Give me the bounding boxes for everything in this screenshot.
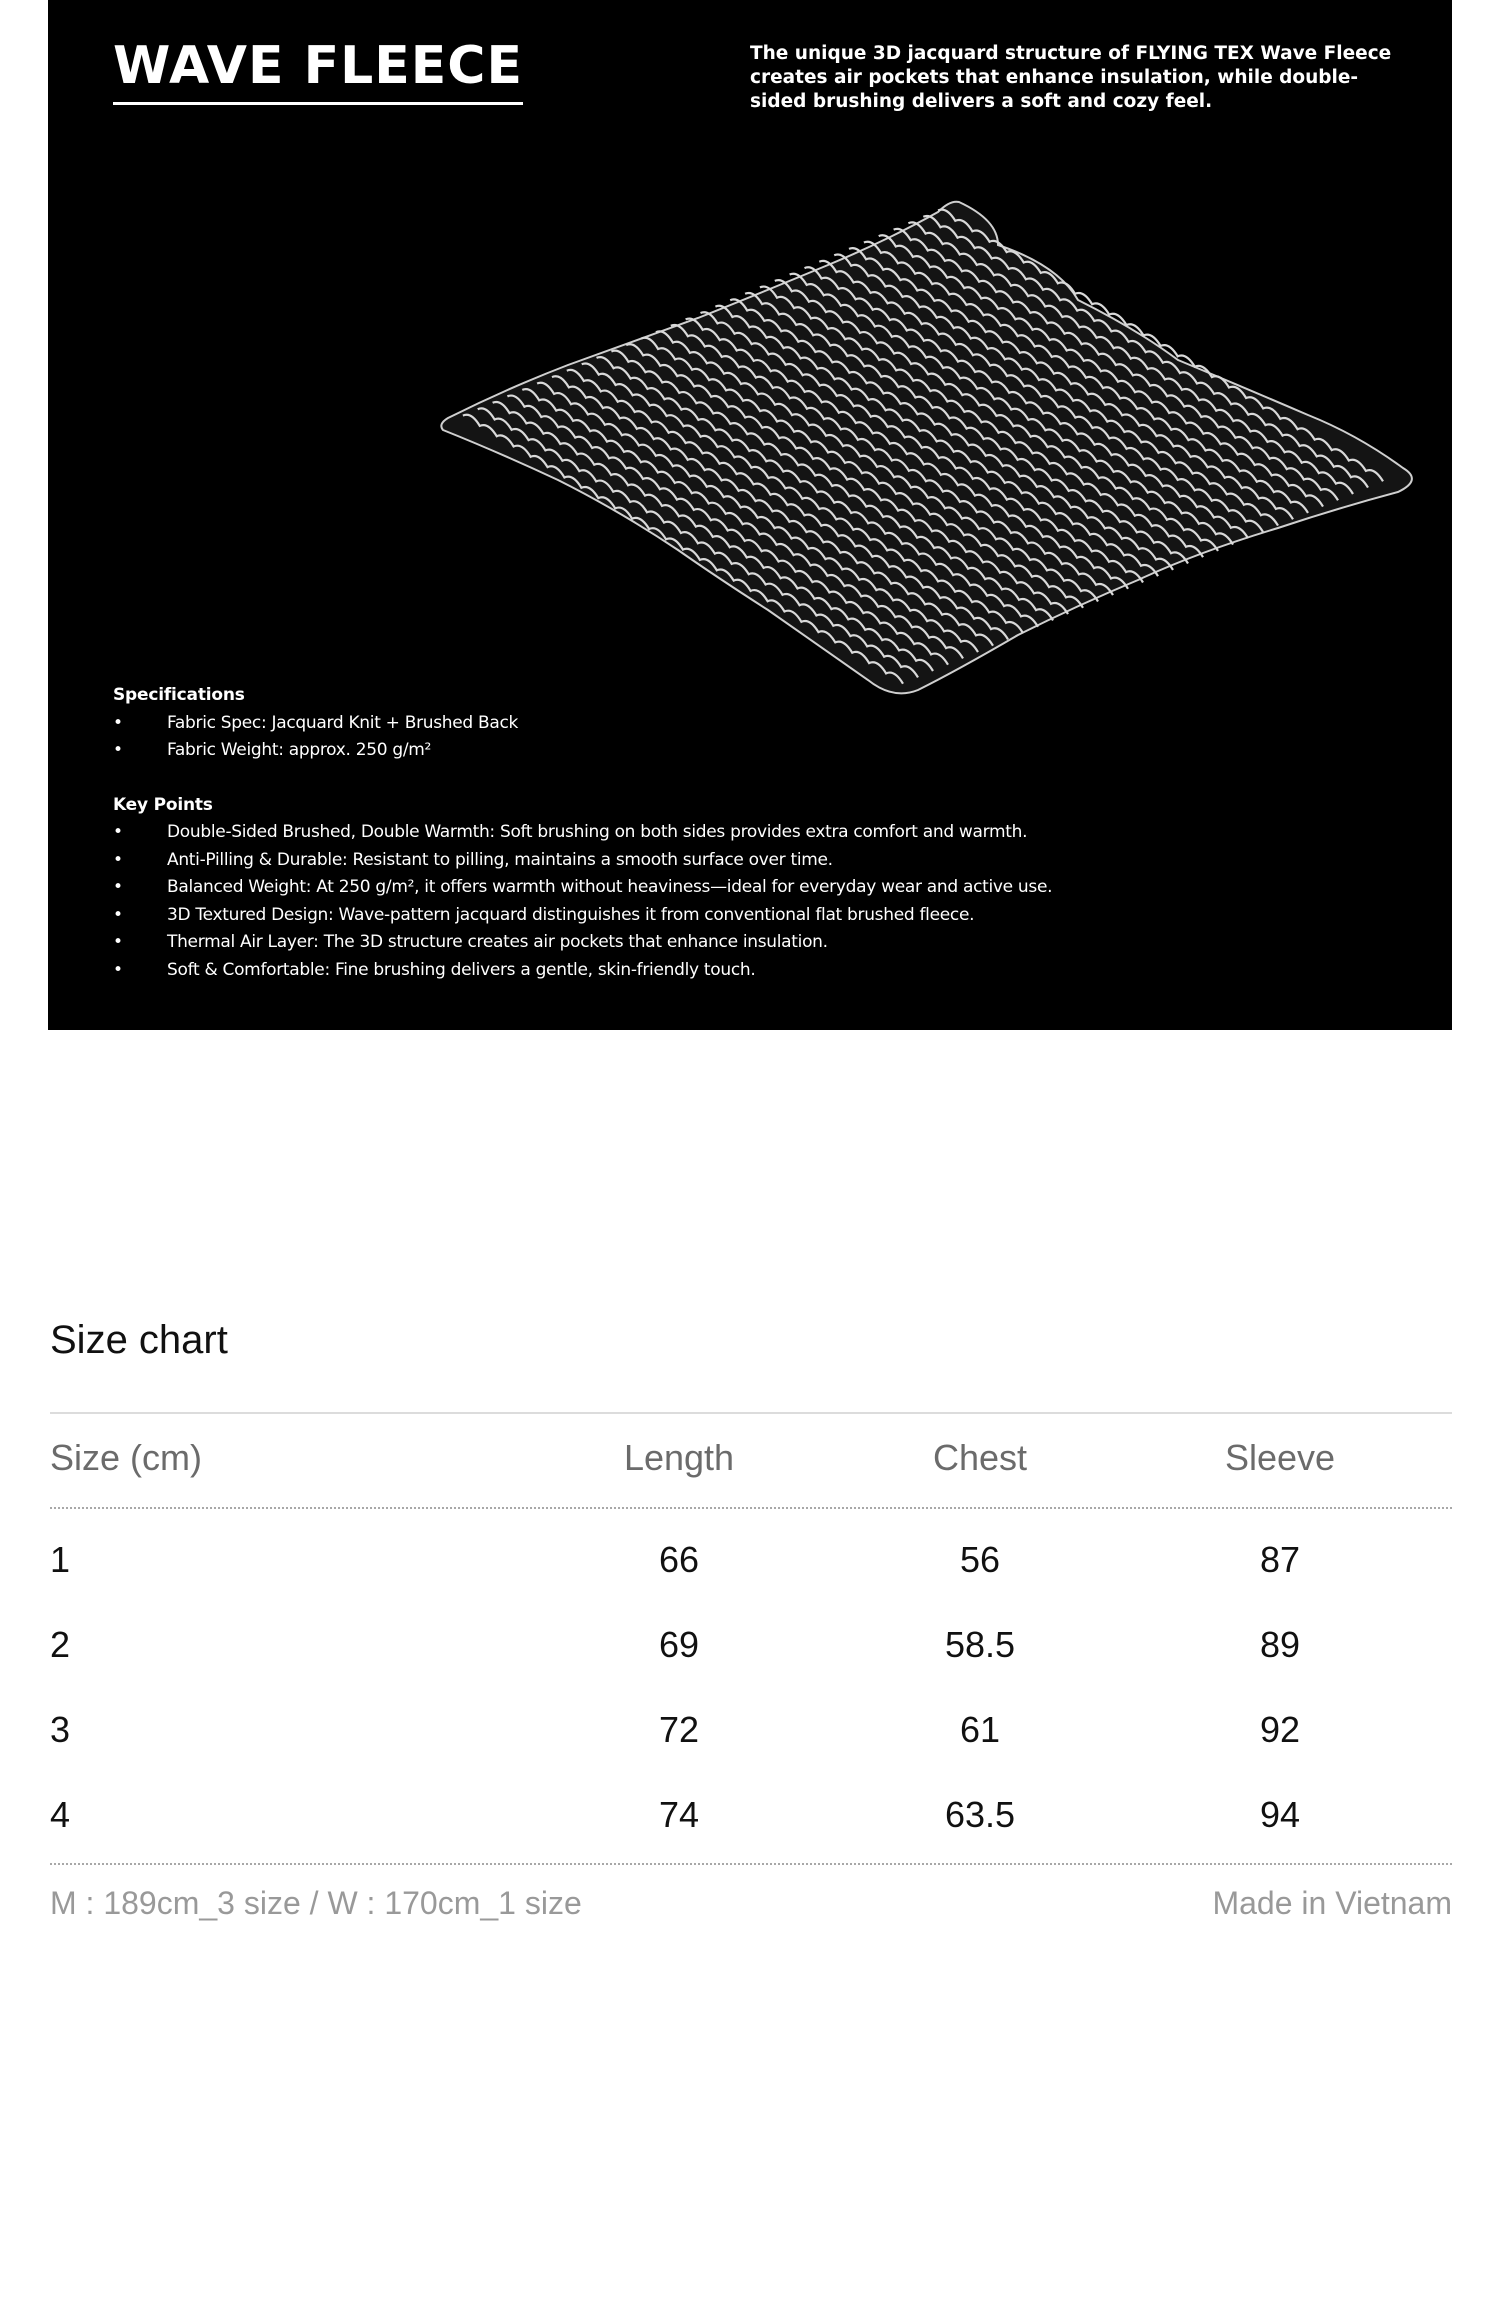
- chest-cell: 61: [959, 1709, 1001, 1750]
- key-point-item: • Double-Sided Brushed, Double Warmth: Soft brushing on both sides provides extra comfort and warmth.: [113, 819, 1213, 847]
- specs-section: [113, 682, 1213, 984]
- key-point-item: • Balanced Weight: At 250 g/m², it offers warmth without heaviness—ideal for everyday wear and active use.: [113, 874, 1213, 902]
- size-chart-table: [50, 1412, 1452, 1941]
- size-chart-footer: [50, 1865, 1452, 1941]
- table-row: [50, 1517, 1452, 1602]
- chest-cell: 58.5: [944, 1624, 1016, 1665]
- column-header: Sleeve: [1224, 1437, 1336, 1478]
- spec-item: • Fabric Spec: Jacquard Knit + Brushed Back: [113, 710, 1213, 738]
- sleeve-cell: 94: [1259, 1794, 1301, 1835]
- size-cell: 4: [50, 1794, 71, 1835]
- hero-description: The unique 3D jacquard structure of FLYING TEX Wave Fleece creates air pockets that enhance insulation, while double-sided brushing delivers a soft and cozy feel.: [750, 43, 1392, 112]
- size-cell: 2: [50, 1624, 71, 1665]
- key-point-item: • Anti-Pilling & Durable: Resistant to pilling, maintains a smooth surface over time.: [113, 847, 1213, 875]
- size-chart-title: Size chart: [50, 1318, 228, 1362]
- table-row: [50, 1602, 1452, 1687]
- column-header: Size (cm): [50, 1437, 202, 1478]
- length-cell: 74: [658, 1794, 700, 1835]
- table-row: [50, 1687, 1452, 1772]
- chest-cell: 63.5: [944, 1794, 1016, 1835]
- specifications-list: [113, 710, 1213, 765]
- spec-item: • Fabric Weight: approx. 250 g/m²: [113, 737, 1213, 765]
- length-cell: 69: [658, 1624, 700, 1665]
- length-cell: 66: [658, 1539, 700, 1580]
- model-note: M : 189cm_3 size / W : 170cm_1 size: [50, 1885, 582, 1921]
- sleeve-cell: 92: [1259, 1709, 1301, 1750]
- key-points-list: [113, 819, 1213, 984]
- origin-label: Made in Vietnam: [1212, 1885, 1452, 1921]
- sleeve-cell: 87: [1259, 1539, 1301, 1580]
- column-header: Chest: [932, 1437, 1028, 1478]
- key-point-item: • Thermal Air Layer: The 3D structure creates air pockets that enhance insulation.: [113, 929, 1213, 957]
- fabric-hero-panel: [48, 0, 1452, 1030]
- table-body: [50, 1509, 1452, 1865]
- size-cell: 3: [50, 1709, 71, 1750]
- key-points-heading: Key Points: [113, 794, 213, 815]
- hero-title: WAVE FLEECE: [113, 34, 523, 105]
- specifications-heading: Specifications: [113, 685, 245, 705]
- key-point-item: • Soft & Comfortable: Fine brushing delivers a gentle, skin-friendly touch.: [113, 957, 1213, 985]
- column-header: Length: [623, 1437, 735, 1478]
- table-row: [50, 1772, 1452, 1857]
- table-header-row: [50, 1414, 1452, 1509]
- length-cell: 72: [658, 1709, 700, 1750]
- sleeve-cell: 89: [1259, 1624, 1301, 1665]
- chest-cell: 56: [959, 1539, 1001, 1580]
- key-point-item: • 3D Textured Design: Wave-pattern jacquard distinguishes it from conventional flat brushed fleece.: [113, 902, 1213, 930]
- size-cell: 1: [50, 1539, 71, 1580]
